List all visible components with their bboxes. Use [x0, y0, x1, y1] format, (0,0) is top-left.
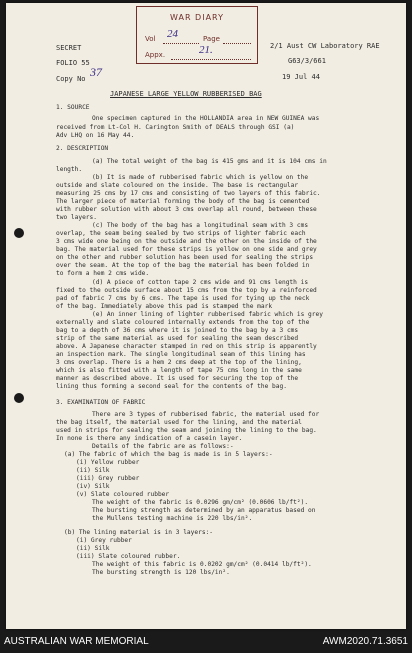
body-line: bag to a depth of 36 cms where it is joined to the bag by a 3 cms [56, 327, 299, 334]
war-diary-stamp [136, 6, 258, 64]
body-line: over the seam. At the top of the bag the material has been folded in [56, 262, 310, 269]
body-line: with rubber solution with about 3 cms overlap all round, between these [56, 206, 317, 213]
body-line: pad of fabric 7 cms by 6 cms. The tape is used for tying up the neck [56, 295, 310, 302]
stamp-vol-value: 24 [167, 28, 178, 40]
body-line: overlap, the seam being sealed by two strips of lighter fabric each [56, 230, 306, 237]
body-line: Adv LHQ on 16 May 44. [56, 132, 135, 139]
body-line: The bursting strength is 120 lbs/in². [92, 569, 230, 576]
body-line: to form a hem 2 cms wide. [56, 270, 150, 277]
body-line: the bag itself, the material used for the lining, and the material [56, 419, 302, 426]
folio-label: FOLIO 55 [56, 59, 90, 67]
stamp-page-label: Page [203, 35, 220, 43]
section-source-heading: 1. SOURCE [56, 104, 90, 111]
stamp-title: WAR DIARY [170, 13, 224, 22]
body-line: (ii) Silk [76, 545, 110, 552]
punch-hole [14, 393, 24, 403]
body-line: (v) Slate coloured rubber [76, 491, 170, 498]
body-line: on the other and rubber solution has been used for sealing the strips [56, 254, 314, 261]
stamp-appx-value: 21. [199, 44, 213, 56]
body-line: used in strips for sealing the seam and joining the lining to the bag. [56, 427, 317, 434]
body-line: The weight of the fabric is 0.0296 gm/cm² (0.0606 lb/ft²). [92, 499, 309, 506]
body-line: The larger piece of material forming the body of the bag is cemented [56, 198, 310, 205]
body-line: 2. DESCRIPTION [56, 145, 109, 152]
body-line: Details of the fabric are as follows:- [92, 443, 234, 450]
body-line: lining thus forming a second seal for the contents of the bag. [56, 383, 287, 390]
body-line: manner as described above. It is used for securing the top of the [56, 375, 299, 382]
body-line: bag. The material used for these strips is yellow on one side and grey [56, 246, 317, 253]
body-line: (b) It is made of rubberised fabric which is yellow on the [92, 174, 309, 181]
body-line: outside and slate coloured on the inside. The base is rectangular [56, 182, 299, 189]
body-line: 3. EXAMINATION OF FABRIC [56, 399, 146, 406]
secret-label: SECRET [56, 44, 82, 52]
copy-number: 37 [90, 65, 102, 79]
unit-name: 2/1 Aust CW Laboratory RAE [270, 42, 380, 50]
body-line: (iii) Grey rubber [76, 475, 140, 482]
body-line: an inspection mark. The single longitudinal seam of this lining has [56, 351, 306, 358]
body-line: (iii) Slate coloured rubber. [76, 553, 181, 560]
body-line: The weight of this fabric is 0.0202 gm/cm² (0.0414 lb/ft²). [92, 561, 312, 568]
body-line: (ii) Silk [76, 467, 110, 474]
stamp-vol-label: Vol [145, 35, 156, 43]
body-line: strip of the same material as used for sealing the seam described [56, 335, 299, 342]
copy-label: Copy No [56, 75, 86, 83]
body-line: (a) The total weight of the bag is 415 gms and it is 104 cms in [92, 158, 327, 165]
body-line: measuring 25 cms by 17 cms and consisting of two layers of this fabric. [56, 190, 321, 197]
punch-hole [14, 228, 24, 238]
reference: G63/3/661 [288, 57, 326, 65]
footer-bar [0, 632, 412, 653]
body-line: which is also fitted with a length of tape 75 cms long in the same [56, 367, 302, 374]
body-line: fixed to the outside surface about 15 cms from the top by a reinforced [56, 287, 317, 294]
body-line: The bursting strength as determined by an apparatus based on [92, 507, 316, 514]
body-line: 3 cms wide one being on the outside and the other on the inside of the [56, 238, 317, 245]
body-line: (a) The fabric of which the bag is made is in 5 layers:- [64, 451, 273, 458]
body-line: In none is there any indication of a casein layer. [56, 435, 243, 442]
footer-accession: AWM2020.71.3651 [322, 636, 408, 647]
body-line: There are 3 types of rubberised fabric, the material used for [92, 411, 320, 418]
body-line: above. A Japanese character stamped in red on this strip is apparently [56, 343, 317, 350]
footer-institution: AUSTRALIAN WAR MEMORIAL [4, 636, 149, 647]
body-line: the Mullens testing machine is 220 lbs/in². [92, 515, 253, 522]
body-line: externally and slate coloured internally extends from the top of the [56, 319, 310, 326]
body-line: 3 cms overlap. There is a hem 2 cms deep at the top of the lining, [56, 359, 302, 366]
stamp-appx-label: Appx. [145, 51, 166, 59]
body-line: (d) A piece of cotton tape 2 cms wide and 91 cms length is [92, 279, 309, 286]
body-line: (e) An inner lining of lighter rubberised fabric which is grey [92, 311, 323, 318]
document-title: JAPANESE LARGE YELLOW RUBBERISED BAG [110, 90, 262, 98]
body-line: received from Lt-Col H. Carington Smith of DEALS through GSI (a) [56, 124, 295, 131]
body-line: two layers. [56, 214, 97, 221]
body-line: of the bag. Immediately above this pad is stamped the mark [56, 303, 273, 310]
document-page [6, 3, 406, 629]
body-line: (iv) Silk [76, 483, 110, 490]
date: 19 Jul 44 [282, 73, 320, 81]
body-line: (i) Yellow rubber [76, 459, 140, 466]
body-line: (c) The body of the bag has a longitudinal seam with 3 cms [92, 222, 309, 229]
body-line: length. [56, 166, 83, 173]
body-line: (b) The lining material is in 3 layers:- [64, 529, 214, 536]
body-line: (i) Grey rubber [76, 537, 132, 544]
body-line: One specimen captured in the HOLLANDIA area in NEW GUINEA was [92, 115, 320, 122]
